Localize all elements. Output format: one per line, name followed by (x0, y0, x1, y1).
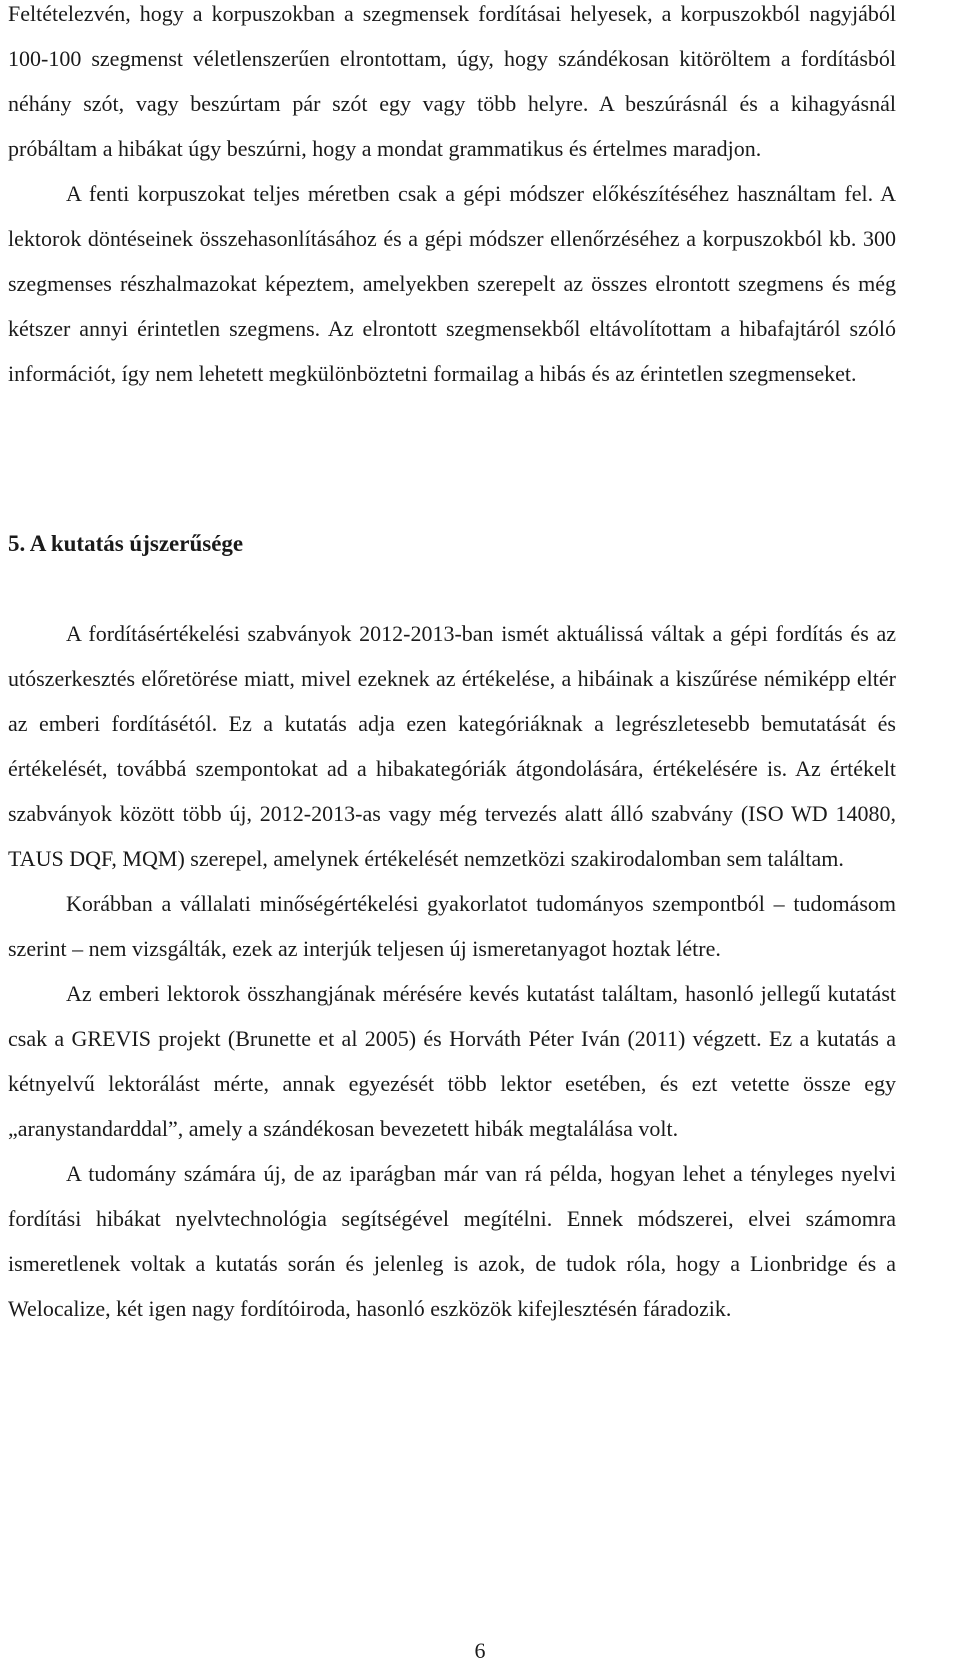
paragraph-corpus-subsets: A fenti korpuszokat teljes méretben csak a gépi módszer előkészítéséhez használtam fel. A lektorok döntéseinek összehasonlításához és a gépi módszer ellenőrzéséhez a korpuszokból kb. 300 szegmenses részhalmazokat képeztem, amelyekben szerepelt az összes elrontott szegmens és még kétszer annyi érintetlen szegmens. Az elrontott szegmensekből eltávolítottam a hibafajtáról szóló információt, így nem lehetett megkülönböztetni formailag a hibás és az érintetlen szegmenseket. (8, 181, 896, 386)
body-text-section (8, 611, 896, 1331)
paragraph-human-reviewers: Az emberi lektorok összhangjának mérésére kevés kutatást találtam, hasonló jellegű kutatást csak a GREVIS projekt (Brunette et al 2005) és Horváth Péter Iván (2011) végzett. Ez a kutatás a kétnyelvű lektorálást mérte, annak egyezését több lektor esetében, és ezt vetette össze egy „aranystandarddal”, amely a szándékosan bevezetett hibák megtalálása volt. (8, 981, 896, 1141)
section-heading: 5. A kutatás újszerűsége (8, 531, 244, 556)
body-text-top (8, 0, 896, 396)
paragraph-standards: A fordításértékelési szabványok 2012-2013-ban ismét aktuálissá váltak a gépi fordítás és az utószerkesztés előretörése miatt, mivel ezeknek az értékelése, a hibáinak a kiszűrése némiképp eltér az emberi fordításétól. Ez a kutatás adja ezen kategóriáknak a legrészletesebb bemutatását és értékelését, továbbá szempontokat ad a hibakategóriák átgondolására, értékelésére is. Az értékelt szabványok között több új, 2012-2013-as vagy még tervezés alatt álló szabvány (ISO WD 14080, TAUS DQF, MQM) szerepel, amelynek értékelését nemzetközi szakirodalomban sem találtam. (8, 621, 896, 871)
page-number: 6 (474, 1638, 486, 1663)
paragraph-language-technology: A tudomány számára új, de az iparágban már van rá példa, hogyan lehet a tényleges nyelvi fordítási hibákat nyelvtechnológia segítségével megítélni. Ennek módszerei, elvei számomra ismeretlenek voltak a kutatás során és jelenleg is azok, de tudok róla, hogy a Lionbridge és a Welocalize, két igen nagy fordítóiroda, hasonló eszközök kifejlesztésén fáradozik. (8, 1161, 896, 1321)
paragraph-corporate-practice: Korábban a vállalati minőségértékelési gyakorlatot tudományos szempontból – tudomásom szerint – nem vizsgálták, ezek az interjúk teljesen új ismeretanyagot hoztak létre. (8, 891, 896, 961)
paragraph-corpus-errors: Feltételezvén, hogy a korpuszokban a szegmensek fordításai helyesek, a korpuszokból nagyjából 100-100 szegmenst véletlenszerűen elrontottam, úgy, hogy szándékosan kitöröltem a fordításból néhány szót, vagy beszúrtam pár szót egy vagy több helyre. A beszúrásnál és a kihagyásnál próbáltam a hibákat úgy beszúrni, hogy a mondat grammatikus és értelmes maradjon. (8, 1, 896, 161)
